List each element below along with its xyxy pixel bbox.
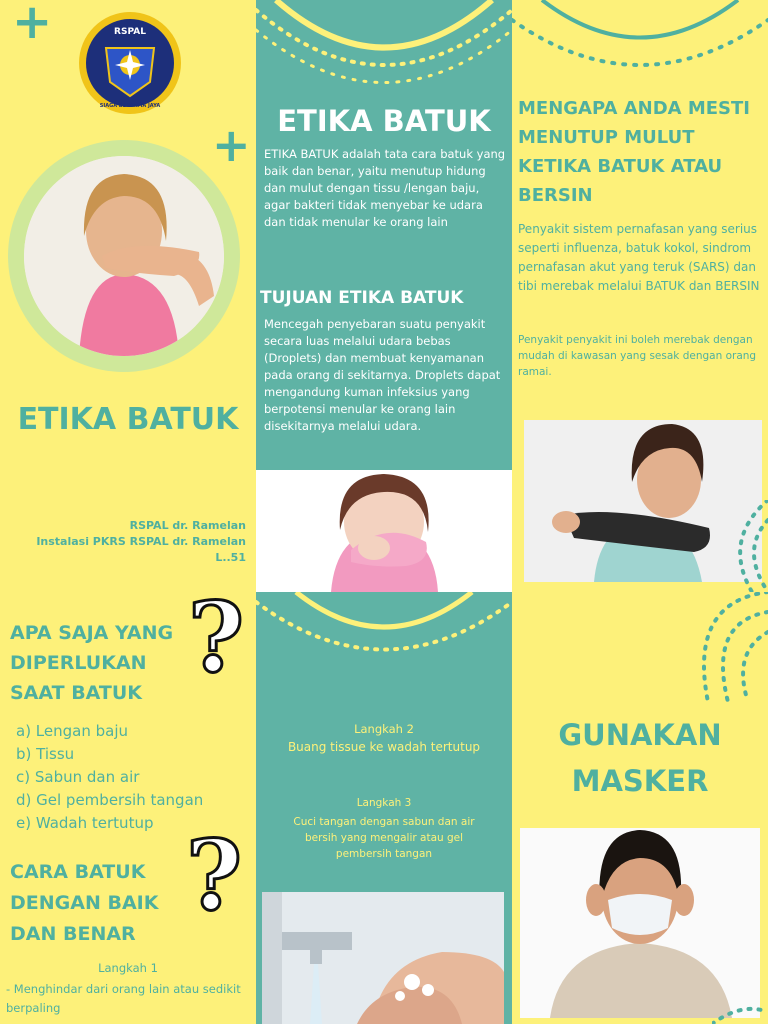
top-right-panel	[512, 0, 768, 592]
bottom-right-panel	[512, 592, 768, 1024]
top-middle-panel	[256, 0, 512, 592]
list-item: c) Sabun dan air	[16, 768, 140, 786]
photo-coughing-girl	[24, 156, 224, 356]
bottom-middle-panel	[256, 592, 512, 1024]
arc-decoration	[512, 0, 768, 90]
step1-label: Langkah 1	[98, 961, 158, 975]
photo-woman-mask	[520, 828, 760, 1018]
top-left-panel	[0, 0, 256, 592]
credit-line-2: Instalasi PKRS RSPAL dr. Ramelan	[36, 535, 246, 548]
question-mark-icon: ?	[188, 592, 245, 694]
question-mark-icon: ?	[186, 819, 243, 932]
step3-label: Langkah 3	[356, 797, 412, 809]
logo-text-top: RSPAL	[114, 27, 146, 37]
step1-text: - Menghindar dari orang lain atau sedikit berpaling	[6, 982, 241, 1015]
step2-text: Buang tissue ke wadah tertutup	[287, 740, 481, 754]
plus-icon: +	[212, 118, 251, 172]
dots-decoration	[712, 992, 768, 1024]
bottom-left-panel	[0, 592, 256, 1024]
goal-title: TUJUAN ETIKA BATUK	[260, 288, 464, 308]
why-para-1: Penyakit sistem pernafasan yang serius seperti influenza, batuk kokol, sindrom pernafasan akut yang teruk (SARS) dan tibi merebak melalui BATUK dan BERSIN	[518, 222, 760, 293]
step3-text: Cuci tangan dengan sabun dan air bersih yang mengalir atau gel pembersih tangan	[293, 816, 475, 860]
dotted-arc-decoration	[256, 592, 512, 682]
logo-text-bottom: SIAGA BERSAMA JAYA	[99, 103, 161, 109]
intro-text: ETIKA BATUK adalah tata cara batuk yang baik dan benar, yaitu menutup hidung dan mulut dengan tissu /lengan baju, agar bakteri tidak menyebar ke udara dan tidak menular ke orang lain	[264, 147, 506, 229]
credits	[36, 518, 246, 566]
needs-list	[16, 720, 203, 835]
plus-icon: +	[12, 0, 53, 50]
photo-child-sneezing	[256, 470, 512, 592]
how-title: CARA BATUK DENGAN BAIK DAN BENAR	[10, 861, 159, 945]
step2-label: Langkah 2	[354, 722, 414, 736]
list-item: a) Lengan baju	[16, 722, 129, 740]
middle-title: ETIKA BATUK	[277, 104, 491, 138]
credit-line-1: RSPAL dr. Ramelan	[129, 519, 246, 532]
goal-text: Mencegah penyebaran suatu penyakit secara luas melalui udara bebas (Droplets) dan membuat kenyamanan pada orang di sekitarnya. Droplets dapat mengandung kuman infeksius yang berpotensi menular ke orang lain disekitarnya melalui udara.	[264, 317, 501, 433]
list-item: e) Wadah tertutup	[16, 814, 154, 832]
mask-title: GUNAKAN MASKER	[558, 718, 722, 798]
why-title: MENGAPA ANDA MESTI MENUTUP MULUT KETIKA BATUK ATAU BERSIN	[518, 98, 750, 206]
list-item: b) Tissu	[16, 745, 75, 763]
dotted-arc-decoration	[256, 0, 512, 100]
why-para-2: Penyakit penyakit ini boleh merebak dengan mudah di kawasan yang sesak dengan orang ramai.	[518, 334, 757, 378]
list-item: d) Gel pembersih tangan	[16, 791, 204, 809]
left-title: ETIKA BATUK	[17, 402, 239, 437]
credit-line-3: L..51	[215, 551, 246, 564]
dots-decoration	[688, 592, 768, 702]
needs-title: APA SAJA YANG DIPERLUKAN SAAT BATUK	[10, 622, 174, 704]
photo-hand-washing	[262, 892, 504, 1024]
rspal-logo	[76, 10, 184, 116]
dots-decoration	[712, 500, 768, 592]
